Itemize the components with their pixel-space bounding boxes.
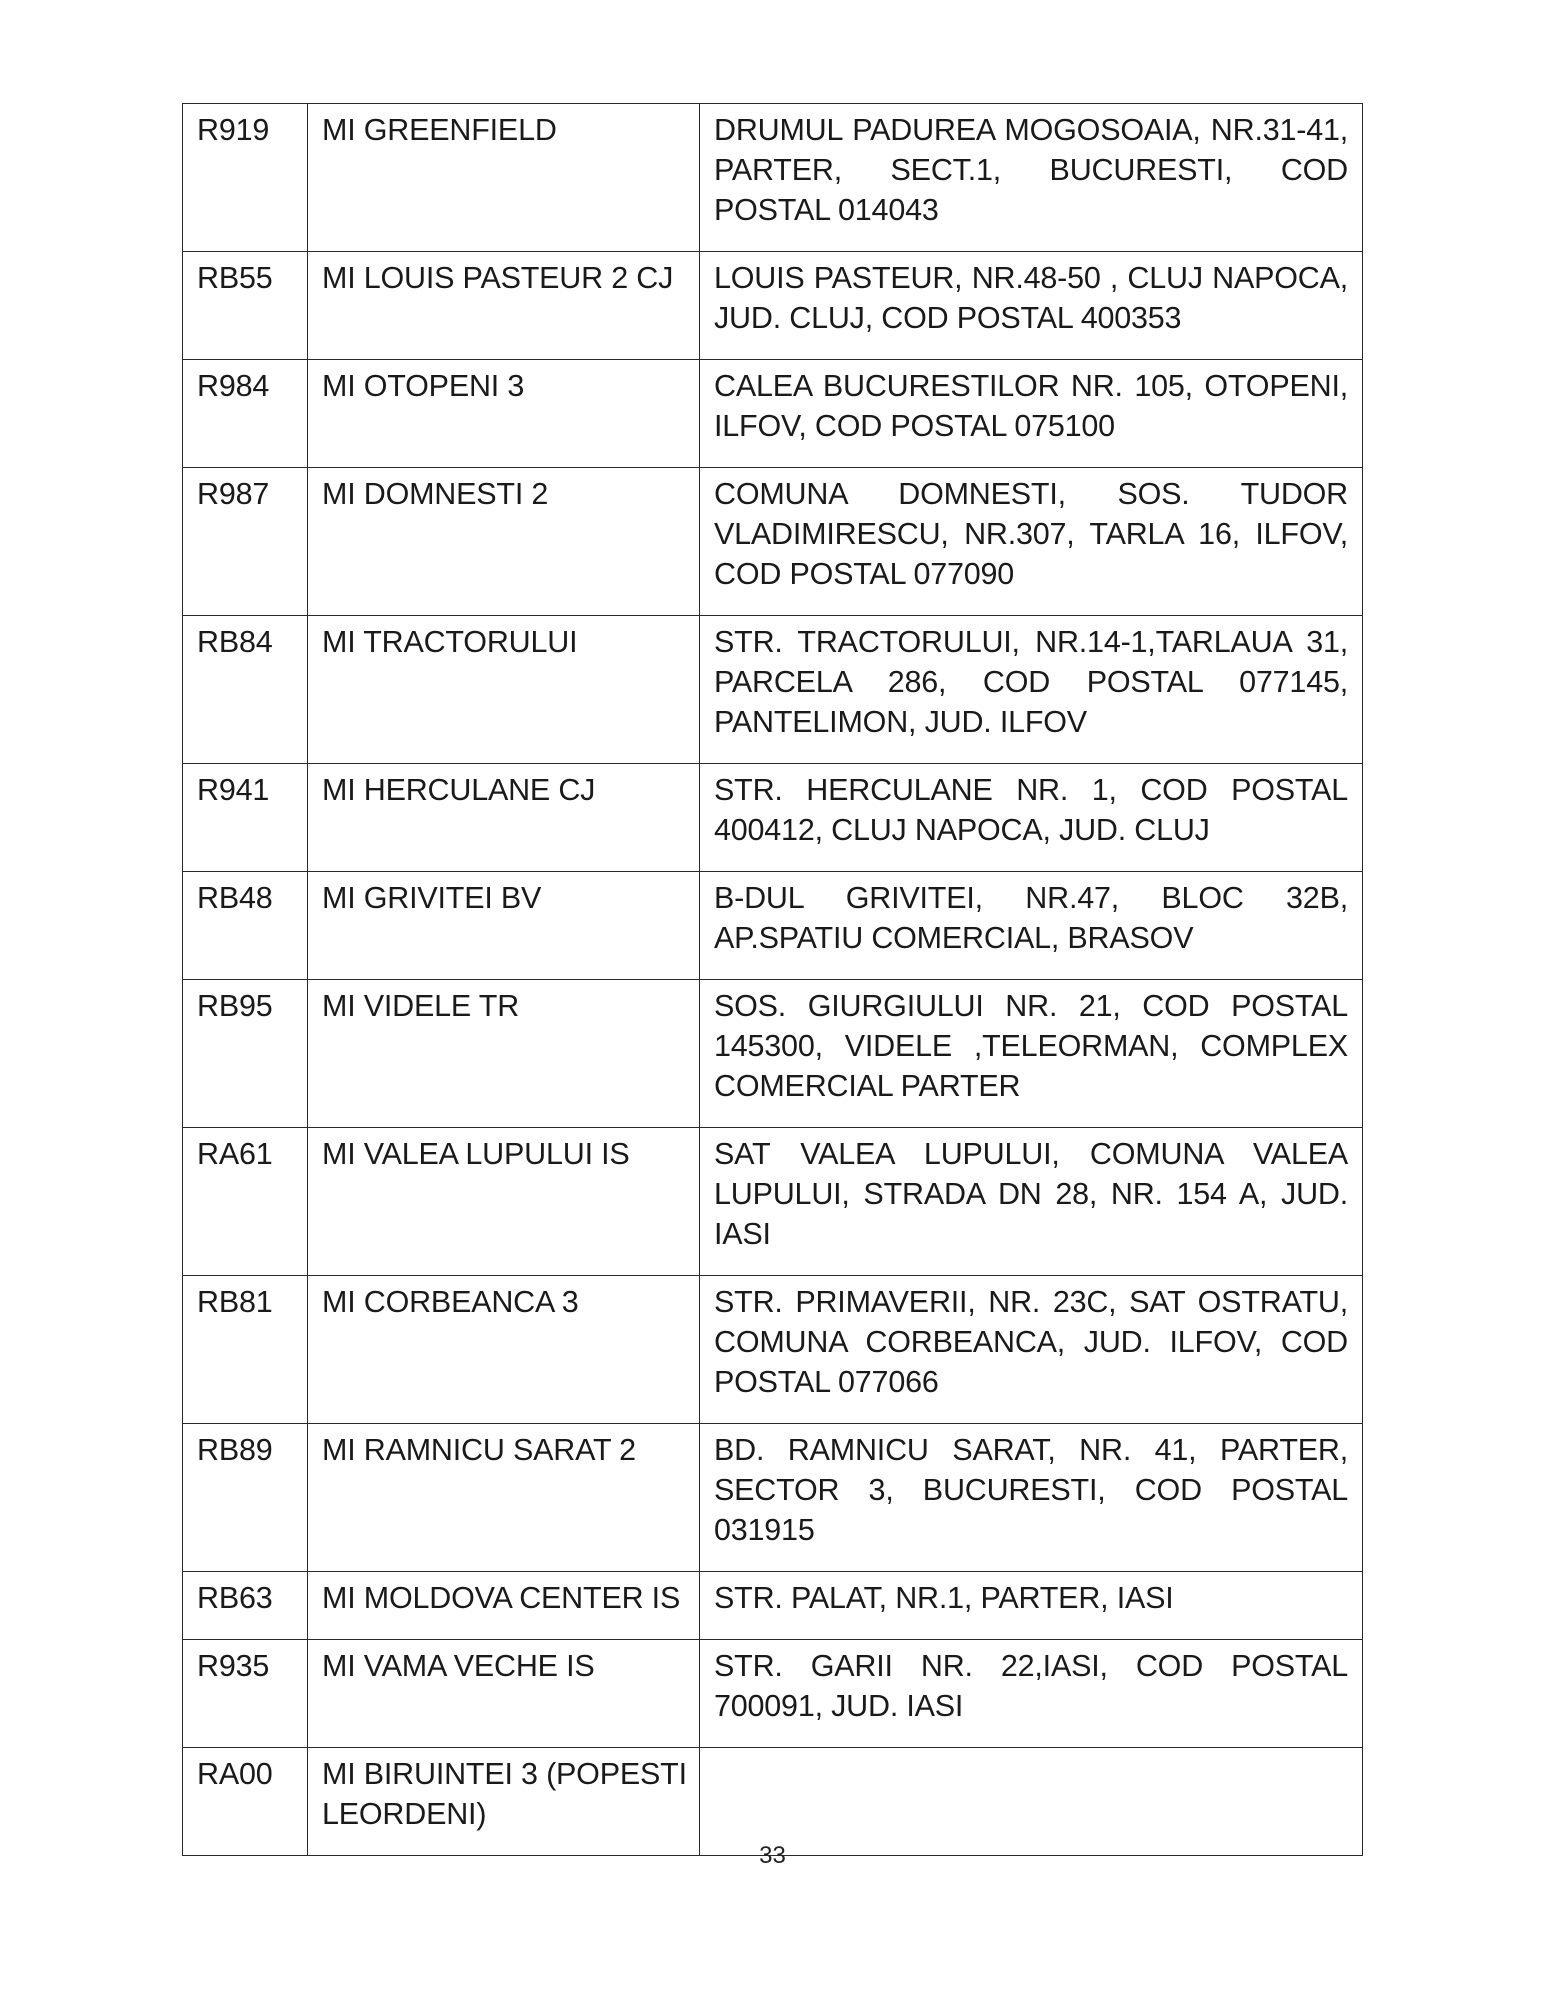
table-row — [183, 616, 1363, 764]
store-name-cell: MI CORBEANCA 3 — [308, 1276, 700, 1424]
store-code-cell: R919 — [183, 104, 308, 252]
store-name-cell: MI GREENFIELD — [308, 104, 700, 252]
store-address-cell: STR. TRACTORULUI, NR.14-1,TARLAUA 31, PARCELA 286, COD POSTAL 077145, PANTELIMON, JUD. ILFOV — [700, 616, 1363, 764]
store-name-cell: MI OTOPENI 3 — [308, 360, 700, 468]
table-row — [183, 1276, 1363, 1424]
store-address-cell: SAT VALEA LUPULUI, COMUNA VALEA LUPULUI, STRADA DN 28, NR. 154 A, JUD. IASI — [700, 1128, 1363, 1276]
store-code-cell: RA61 — [183, 1128, 308, 1276]
store-table-body — [183, 104, 1363, 1856]
store-code-cell: RB55 — [183, 252, 308, 360]
table-row — [183, 1748, 1363, 1856]
store-name-cell: MI BIRUINTEI 3 (POPESTI LEORDENI) — [308, 1748, 700, 1856]
store-address-cell: BD. RAMNICU SARAT, NR. 41, PARTER, SECTOR 3, BUCURESTI, COD POSTAL 031915 — [700, 1424, 1363, 1572]
table-row — [183, 872, 1363, 980]
store-code-cell: R935 — [183, 1640, 308, 1748]
table-row — [183, 252, 1363, 360]
store-code-cell: RB48 — [183, 872, 308, 980]
store-address-cell: SOS. GIURGIULUI NR. 21, COD POSTAL 145300, VIDELE ,TELEORMAN, COMPLEX COMERCIAL PARTER — [700, 980, 1363, 1128]
table-row — [183, 104, 1363, 252]
store-name-cell: MI RAMNICU SARAT 2 — [308, 1424, 700, 1572]
store-address-cell: LOUIS PASTEUR, NR.48-50 , CLUJ NAPOCA, JUD. CLUJ, COD POSTAL 400353 — [700, 252, 1363, 360]
store-address-cell: DRUMUL PADUREA MOGOSOAIA, NR.31-41, PARTER, SECT.1, BUCURESTI, COD POSTAL 014043 — [700, 104, 1363, 252]
store-address-cell: B-DUL GRIVITEI, NR.47, BLOC 32B, AP.SPATIU COMERCIAL, BRASOV — [700, 872, 1363, 980]
table-row — [183, 1572, 1363, 1640]
store-address-cell: STR. HERCULANE NR. 1, COD POSTAL 400412, CLUJ NAPOCA, JUD. CLUJ — [700, 764, 1363, 872]
store-address-cell: COMUNA DOMNESTI, SOS. TUDOR VLADIMIRESCU, NR.307, TARLA 16, ILFOV, COD POSTAL 077090 — [700, 468, 1363, 616]
store-address-cell: STR. PRIMAVERII, NR. 23C, SAT OSTRATU, COMUNA CORBEANCA, JUD. ILFOV, COD POSTAL 077066 — [700, 1276, 1363, 1424]
table-row — [183, 764, 1363, 872]
page-number: 33 — [759, 1842, 786, 1869]
store-code-cell: RB84 — [183, 616, 308, 764]
store-name-cell: MI VIDELE TR — [308, 980, 700, 1128]
store-code-cell: R987 — [183, 468, 308, 616]
store-code-cell: R984 — [183, 360, 308, 468]
store-address-cell — [700, 1748, 1363, 1856]
table-row — [183, 980, 1363, 1128]
store-address-cell: CALEA BUCURESTILOR NR. 105, OTOPENI, ILFOV, COD POSTAL 075100 — [700, 360, 1363, 468]
table-row — [183, 360, 1363, 468]
store-name-cell: MI DOMNESTI 2 — [308, 468, 700, 616]
store-name-cell: MI TRACTORULUI — [308, 616, 700, 764]
store-code-cell: R941 — [183, 764, 308, 872]
store-name-cell: MI MOLDOVA CENTER IS — [308, 1572, 700, 1640]
store-name-cell: MI HERCULANE CJ — [308, 764, 700, 872]
store-address-cell: STR. GARII NR. 22,IASI, COD POSTAL 700091, JUD. IASI — [700, 1640, 1363, 1748]
store-code-cell: RB89 — [183, 1424, 308, 1572]
store-code-cell: RB63 — [183, 1572, 308, 1640]
table-row — [183, 1424, 1363, 1572]
store-code-cell: RB95 — [183, 980, 308, 1128]
table-row — [183, 1640, 1363, 1748]
store-address-table — [182, 103, 1363, 1856]
store-name-cell: MI LOUIS PASTEUR 2 CJ — [308, 252, 700, 360]
store-name-cell: MI VALEA LUPULUI IS — [308, 1128, 700, 1276]
table-row — [183, 1128, 1363, 1276]
store-name-cell: MI VAMA VECHE IS — [308, 1640, 700, 1748]
store-code-cell: RB81 — [183, 1276, 308, 1424]
store-name-cell: MI GRIVITEI BV — [308, 872, 700, 980]
store-code-cell: RA00 — [183, 1748, 308, 1856]
store-address-cell: STR. PALAT, NR.1, PARTER, IASI — [700, 1572, 1363, 1640]
table-row — [183, 468, 1363, 616]
